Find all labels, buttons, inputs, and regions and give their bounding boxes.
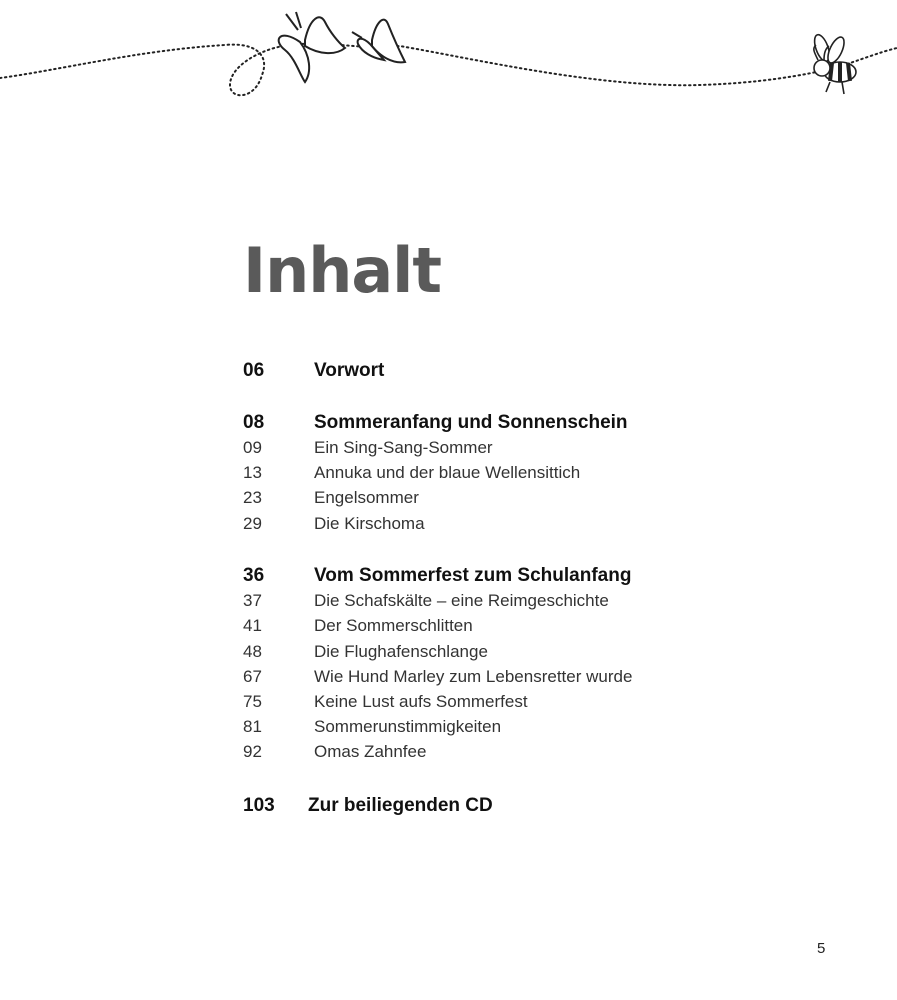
butterfly-icon xyxy=(352,20,405,63)
toc-page-number: 67 xyxy=(243,666,262,686)
toc-entry-title: Die Schafskälte – eine Reimgeschichte xyxy=(314,591,609,611)
toc-section-title: Vorwort xyxy=(314,360,385,381)
toc-page-number: 37 xyxy=(243,591,262,611)
toc-page-number: 08 xyxy=(243,412,265,433)
toc-entry-title: Wie Hund Marley zum Lebensretter wurde xyxy=(314,666,633,686)
toc-page-number: 13 xyxy=(243,463,262,483)
toc-entry xyxy=(243,642,763,667)
butterfly-icon xyxy=(279,12,345,82)
page-number: 5 xyxy=(817,940,826,957)
page-title: Inhalt xyxy=(243,234,442,307)
toc-page-number: 48 xyxy=(243,641,262,661)
toc-entry xyxy=(243,717,763,742)
toc-page-number: 09 xyxy=(243,438,262,457)
toc-page-number: 103 xyxy=(243,794,275,816)
toc-entry xyxy=(243,438,763,463)
toc-entry xyxy=(243,742,763,767)
toc-entry-title: Die Kirschoma xyxy=(314,513,425,533)
toc-entry-title: Annuka und der blaue Wellensittich xyxy=(314,463,581,483)
toc-entry-title: Die Flughafenschlange xyxy=(314,641,488,661)
table-of-contents xyxy=(243,360,763,821)
toc-entry-title: Ein Sing-Sang-Sommer xyxy=(314,438,493,457)
toc-entry xyxy=(243,463,763,488)
toc-entry-title: Der Sommerschlitten xyxy=(314,616,473,636)
bee-icon xyxy=(812,33,856,94)
toc-entry xyxy=(243,591,763,616)
toc-section xyxy=(243,360,763,386)
toc-entry-title: Omas Zahnfee xyxy=(314,742,427,762)
toc-section xyxy=(243,412,763,438)
toc-entry xyxy=(243,616,763,641)
toc-page-number: 29 xyxy=(243,513,262,533)
toc-entry xyxy=(243,692,763,717)
toc-entry xyxy=(243,514,763,539)
toc-entry-title: Engelsommer xyxy=(314,488,419,508)
toc-page-number: 06 xyxy=(243,360,265,381)
toc-page-number: 75 xyxy=(243,692,262,711)
toc-page-number: 41 xyxy=(243,616,262,636)
toc-section-title: Vom Sommerfest zum Schulanfang xyxy=(314,565,632,587)
toc-section xyxy=(243,565,763,591)
dotted-flight-path xyxy=(0,44,897,96)
header-illustration xyxy=(0,0,897,110)
toc-entry-title: Sommerunstimmigkeiten xyxy=(314,717,502,737)
toc-page-number: 36 xyxy=(243,565,265,587)
toc-entry xyxy=(243,667,763,692)
toc-entry-title: Keine Lust aufs Sommerfest xyxy=(314,692,528,711)
toc-entry xyxy=(243,488,763,513)
toc-page-number: 81 xyxy=(243,717,262,737)
toc-page-number: 23 xyxy=(243,488,262,508)
toc-page-number: 92 xyxy=(243,742,262,762)
toc-section xyxy=(243,795,763,821)
toc-section-title: Zur beiliegenden CD xyxy=(308,794,493,816)
toc-section-title: Sommeranfang und Sonnenschein xyxy=(314,412,628,433)
